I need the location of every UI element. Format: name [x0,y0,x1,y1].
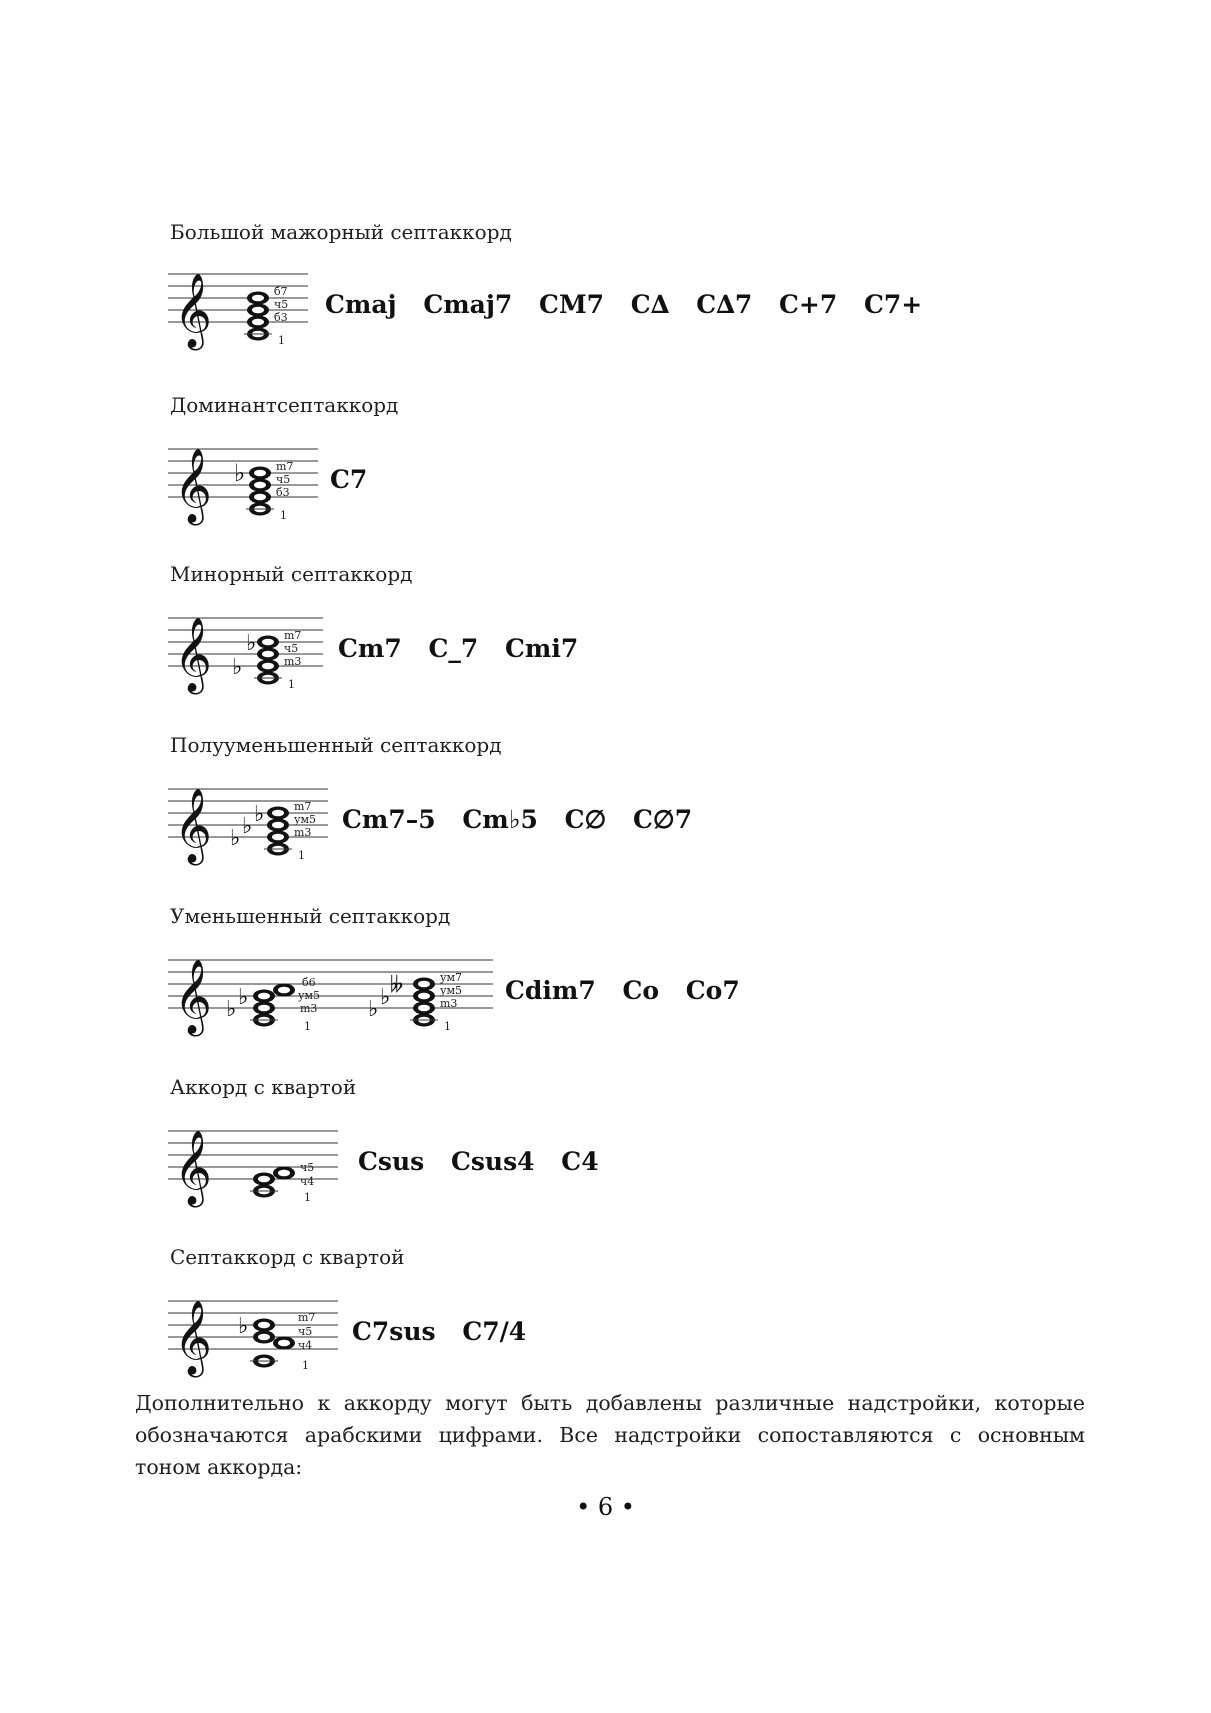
chord-name: Cdim7 [505,976,596,1005]
flat-icon: ♭ [242,814,253,839]
chord-names-half-diminished [342,805,710,834]
interval-label: 1 [298,849,305,862]
chord-name: Cmaj7 [423,290,513,319]
body-paragraph: Дополнительно к аккорду могут быть добавлены различные надстройки, которые обозначаются арабскими цифрами. Все надстройки сопоставляются с основным тоном аккорда: [135,1391,1085,1479]
chord-name: Cmaj [325,290,397,319]
interval-label: ум5 [440,984,463,997]
treble-clef-icon: 𝄞 [174,618,212,692]
interval-label: 1 [304,1020,311,1033]
interval-label: ч5 [276,473,291,486]
interval-label: б6 [302,976,316,989]
chord-names-7sus4 [352,1317,544,1346]
interval-label: 1 [444,1020,451,1033]
staff-half-diminished [168,777,328,867]
interval-label: б3 [274,311,288,324]
flat-icon: ♭ [234,459,246,487]
double-flat-icon: 𝄫 [390,973,404,998]
interval-label: ум7 [440,971,463,984]
notation-major7 [168,262,308,352]
interval-label: 1 [304,1191,311,1204]
chord-name: Co [622,976,660,1005]
interval-label: m3 [294,826,312,839]
notation-sus4 [168,1119,338,1209]
interval-label: 1 [280,509,287,522]
chord-name: C7sus [352,1317,436,1346]
chord-names-diminished7 [505,976,758,1005]
flat-icon: ♭ [238,1314,249,1339]
chord-name: Cm7 [338,634,402,663]
staff-sus4 [168,1119,338,1209]
interval-label: m7 [294,800,312,813]
interval-label: m7 [298,1311,316,1324]
chord-name: Csus [358,1147,425,1176]
flat-icon: ♭ [246,631,257,656]
chord-name: CM7 [539,290,605,319]
chord-name: C7 [330,465,368,494]
chord-names-minor7 [338,634,596,663]
interval-label: m7 [276,460,294,473]
section-heading-7sus4: Септаккорд с квартой [170,1245,405,1269]
chord-name: Cm♭5 [462,805,538,834]
interval-label: 1 [278,334,285,347]
chord-name: C_7 [428,634,479,663]
staff-major7 [168,262,308,352]
chord-names-major7 [325,290,940,319]
chord-name: Cmi7 [504,634,579,663]
interval-label: m7 [284,629,302,642]
section-heading-major7: Большой мажорный септаккорд [170,220,512,244]
treble-clef-icon: 𝄞 [174,449,212,523]
chord-names-sus4 [358,1147,617,1176]
chord-name: Csus4 [450,1147,535,1176]
interval-label: ч5 [274,298,289,311]
treble-clef-icon: 𝄞 [174,1131,212,1205]
chord-name: Cm7–5 [342,805,436,834]
interval-label: ч4 [300,1175,315,1188]
notation-diminished7 [168,948,493,1038]
notation-7sus4 [168,1289,338,1379]
chord-name: C∆7 [696,290,753,319]
flat-icon: ♭ [368,997,379,1022]
interval-label: ч4 [298,1339,313,1352]
chord-name: C4 [561,1147,599,1176]
flat-icon: ♭ [238,985,249,1010]
interval-label: 1 [288,678,295,691]
flat-icon: ♭ [230,826,241,851]
page-number: • 6 • [576,1493,635,1521]
interval-label: m3 [440,997,458,1010]
interval-label: б3 [276,486,290,499]
treble-clef-icon: 𝄞 [174,960,212,1034]
section-heading-diminished7: Уменьшенный септаккорд [170,904,451,928]
chord-names-dominant7 [330,465,385,494]
section-heading-minor7: Минорный септаккорд [170,562,413,586]
interval-label: m3 [284,655,302,668]
flat-icon: ♭ [380,985,391,1010]
chord-name: C∅7 [633,805,693,834]
interval-label: ч5 [300,1161,315,1174]
notation-half-diminished [168,777,328,867]
section-heading-dominant7: Доминантсептаккорд [170,393,399,417]
chord-name: Co7 [685,976,740,1005]
chord-name: C7+ [864,290,923,319]
interval-label: ум5 [294,813,317,826]
interval-label: m3 [300,1002,318,1015]
section-heading-sus4: Аккорд с квартой [170,1075,357,1099]
staff-7sus4 [168,1289,338,1379]
staff-minor7 [168,606,323,696]
flat-icon: ♭ [232,655,243,680]
treble-clef-icon: 𝄞 [174,1301,212,1375]
section-heading-half-diminished: Полууменьшенный септаккорд [170,733,502,757]
notation-dominant7 [168,437,318,527]
staff-dominant7 [168,437,318,527]
staff-diminished7 [168,948,493,1038]
flat-icon: ♭ [254,802,265,827]
interval-label: ч5 [298,1325,313,1338]
interval-label: б7 [274,285,288,298]
notation-minor7 [168,606,323,696]
interval-label: ум5 [298,989,321,1002]
chord-name: C+7 [779,290,838,319]
interval-label: 1 [302,1359,309,1372]
flat-icon: ♭ [226,997,237,1022]
interval-label: ч5 [284,642,299,655]
chord-name: C7/4 [462,1317,527,1346]
treble-clef-icon: 𝄞 [174,789,212,863]
treble-clef-icon: 𝄞 [174,274,212,348]
chord-name: C∆ [630,290,670,319]
chord-name: C∅ [564,805,607,834]
